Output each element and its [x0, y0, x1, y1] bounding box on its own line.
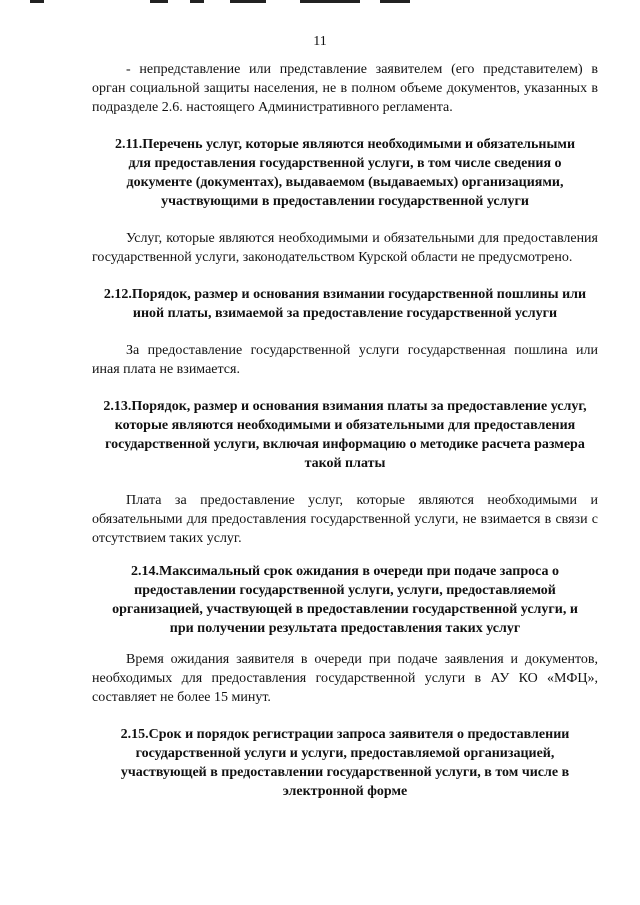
page-number: 11	[313, 34, 327, 49]
paragraph-reasons-for-refusal: - непредставление или представление заявителем (его представителем) в орган социальной защиты населения, не в полном объеме документов, указанных в подразделе 2.6. настоящего Административного регламента.	[92, 62, 598, 115]
heading-2-13: 2.13.Порядок, размер и основания взимания платы за предоставление услуг, которые являются необходимыми и обязательными для предоставления государственной услуги, включая информацию о методике расчета размера такой платы	[103, 399, 587, 471]
heading-2-14: 2.14.Максимальный срок ожидания в очереди при подаче запроса о предоставлении государственной услуги, услуги, предоставляемой организацией, участвующей в предоставлении государственной услуги, и при получении результата предоставления таких услуг	[112, 564, 578, 636]
heading-2-12: 2.12.Порядок, размер и основания взимании государственной пошлины или иной платы, взимаемой за предоставление государственной услуги	[103, 287, 587, 321]
paragraph-2-14: Время ожидания заявителя в очереди при подаче заявления и документов, необходимых для предоставления государственной услуги в АУ КО «МФЦ», составляет не более 15 минут.	[92, 652, 598, 705]
document-body	[92, 60, 598, 801]
heading-2-15: 2.15.Срок и порядок регистрации запроса заявителя о предоставлении государственной услуги и услуги, предоставляемой организацией, участвующей в предоставлении государственной услуги, в том числе в электронной форме	[120, 727, 570, 799]
paragraph-2-12: За предоставление государственной услуги государственная пошлина или иная плата не взимается.	[92, 343, 598, 377]
scan-artifact-marks	[30, 0, 450, 4]
paragraph-2-11: Услуг, которые являются необходимыми и обязательными для предоставления государственной услуги, законодательством Курской области не предусмотрено.	[92, 231, 598, 265]
paragraph-2-13: Плата за предоставление услуг, которые являются необходимыми и обязательными для предоставления государственной услуги, не взимается в связи с отсутствием таких услуг.	[92, 493, 598, 546]
heading-2-11: 2.11.Перечень услуг, которые являются необходимыми и обязательными для предоставления государственной услуги, в том числе сведения о документе (документах), выдаваемом (выдаваемых) организациями, участвующими в предоставлении государственной услуги	[114, 137, 576, 209]
